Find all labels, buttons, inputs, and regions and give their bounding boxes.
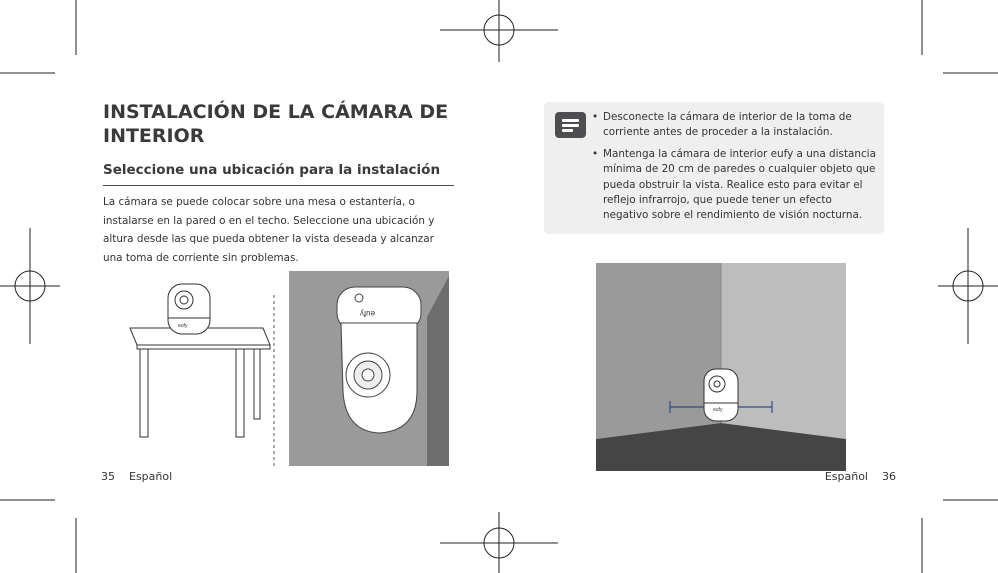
note-icon — [555, 112, 586, 138]
camera-brand: eufy — [178, 323, 188, 329]
note-item: • Mantenga la cámara de interior eufy a una distancia mínima de 20 cm de paredes o cualquier objeto que pueda obstruir la vista. Realice esto para evitar el reflejo infrarrojo, que puede tener un efecto negativo sobre el rendimiento de visión nocturna. — [592, 147, 877, 224]
camera-brand: eufy — [359, 309, 375, 318]
note-box — [544, 102, 884, 234]
footer-left — [101, 470, 172, 483]
body-paragraph: La cámara se puede colocar sobre una mesa o estantería, o instalarse en la pared o en el techo. Seleccione una ubicación y altura desde las que pueda obtener la vista deseada y alcanzar una toma de corriente sin problemas. — [103, 196, 435, 264]
camera-corner-distance-illustration — [596, 263, 846, 471]
note-item: • Desconecte la cámara de interior de la toma de corriente antes de proceder a la instalación. — [592, 110, 877, 141]
registration-target-icon — [938, 228, 998, 344]
figure-separator — [272, 295, 276, 467]
note-list — [592, 110, 877, 230]
ceiling-mount-illustration — [289, 271, 449, 466]
footer-language: Español — [129, 470, 173, 483]
registration-target-icon — [440, 512, 558, 573]
page-number: 35 — [101, 470, 115, 483]
registration-target-icon — [440, 0, 558, 62]
camera-brand: eufy — [713, 407, 723, 413]
footer-right — [825, 470, 896, 483]
registration-target-icon — [0, 228, 60, 344]
section-divider — [103, 185, 454, 186]
camera-on-table-illustration — [118, 280, 273, 440]
section-subtitle: Seleccione una ubicación para la instalación — [103, 162, 441, 178]
page-title: INSTALACIÓN DE LA CÁMARA DE INTERIOR — [103, 101, 449, 147]
page-number: 36 — [882, 470, 896, 483]
footer-language: Español — [824, 470, 868, 483]
